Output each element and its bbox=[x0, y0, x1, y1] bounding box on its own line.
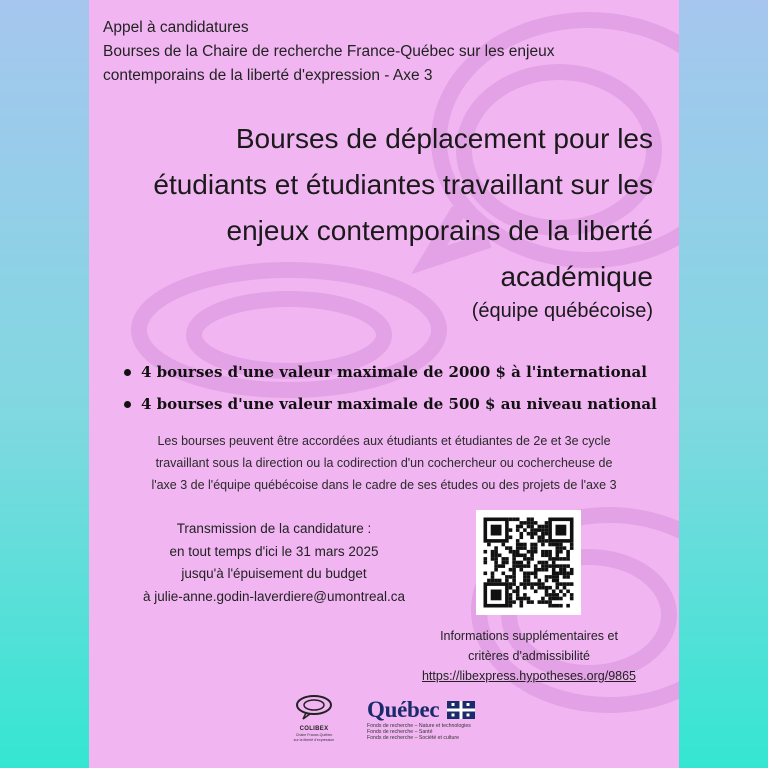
description-line: l'axe 3 de l'équipe québécoise dans le cadre de ses études ou des projets de l'axe 3 bbox=[151, 478, 617, 492]
submission-email[interactable]: à julie-anne.godin-laverdiere@umontreal.ca bbox=[142, 588, 406, 604]
page-subtitle: (équipe québécoise) bbox=[471, 300, 653, 322]
eligibility-description bbox=[104, 430, 664, 496]
submission-info bbox=[109, 518, 439, 608]
quebec-flag-icon bbox=[447, 701, 475, 719]
scholarship-list bbox=[119, 356, 679, 420]
info-line: Informations supplémentaires et bbox=[440, 629, 618, 643]
title-line: enjeux contemporains de la liberté bbox=[226, 215, 653, 246]
list-item: 4 bourses d'une valeur maximale de 500 $ au niveau national bbox=[119, 388, 679, 420]
call-label: Appel à candidatures bbox=[103, 19, 249, 36]
colibex-subtitle: sur la liberté d'expression bbox=[293, 737, 335, 742]
colibex-name: COLIBEX bbox=[299, 726, 329, 732]
chair-name-line2: contemporains de la liberté d'expression - Axe 3 bbox=[103, 67, 433, 84]
info-line: critères d'admissibilité bbox=[468, 649, 590, 663]
title-line: Bourses de déplacement pour les bbox=[235, 123, 653, 154]
qr-code-icon[interactable] bbox=[476, 510, 581, 615]
colibex-logo bbox=[284, 694, 344, 742]
description-line: Les bourses peuvent être accordées aux étudiants et étudiantes de 2e et 3e cycle bbox=[157, 434, 611, 448]
page-title bbox=[133, 116, 653, 300]
list-item: 4 bourses d'une valeur maximale de 2000 $ à l'international bbox=[119, 356, 679, 388]
colibex-bubble-icon bbox=[294, 694, 334, 720]
qr-code-graphic bbox=[476, 510, 581, 615]
call-header bbox=[103, 16, 663, 88]
fonds-line: Fonds de recherche – Nature et technologies bbox=[367, 723, 471, 729]
more-info bbox=[404, 626, 654, 686]
title-line: académique bbox=[500, 261, 653, 292]
chair-name-line1: Bourses de la Chaire de recherche France-Québec sur les enjeux bbox=[103, 43, 555, 60]
fonds-line: Fonds de recherche – Société et culture bbox=[367, 735, 459, 741]
fonds-line: Fonds de recherche – Santé bbox=[367, 729, 433, 735]
info-link[interactable]: https://libexpress.hypotheses.org/9865 bbox=[421, 669, 637, 683]
quebec-wordmark: Québec bbox=[367, 697, 440, 722]
colibex-subtitle: Chaire France-Québec bbox=[295, 733, 333, 737]
poster bbox=[89, 0, 679, 768]
submission-budget: jusqu'à l'épuisement du budget bbox=[181, 566, 367, 581]
description-line: travaillant sous la direction ou la codirection d'un cochercheur ou cochercheuse de bbox=[155, 456, 613, 470]
submission-label: Transmission de la candidature : bbox=[176, 521, 372, 536]
submission-deadline: en tout temps d'ici le 31 mars 2025 bbox=[169, 543, 379, 559]
title-line: étudiants et étudiantes travaillant sur les bbox=[153, 169, 653, 200]
quebec-logo bbox=[367, 697, 517, 741]
